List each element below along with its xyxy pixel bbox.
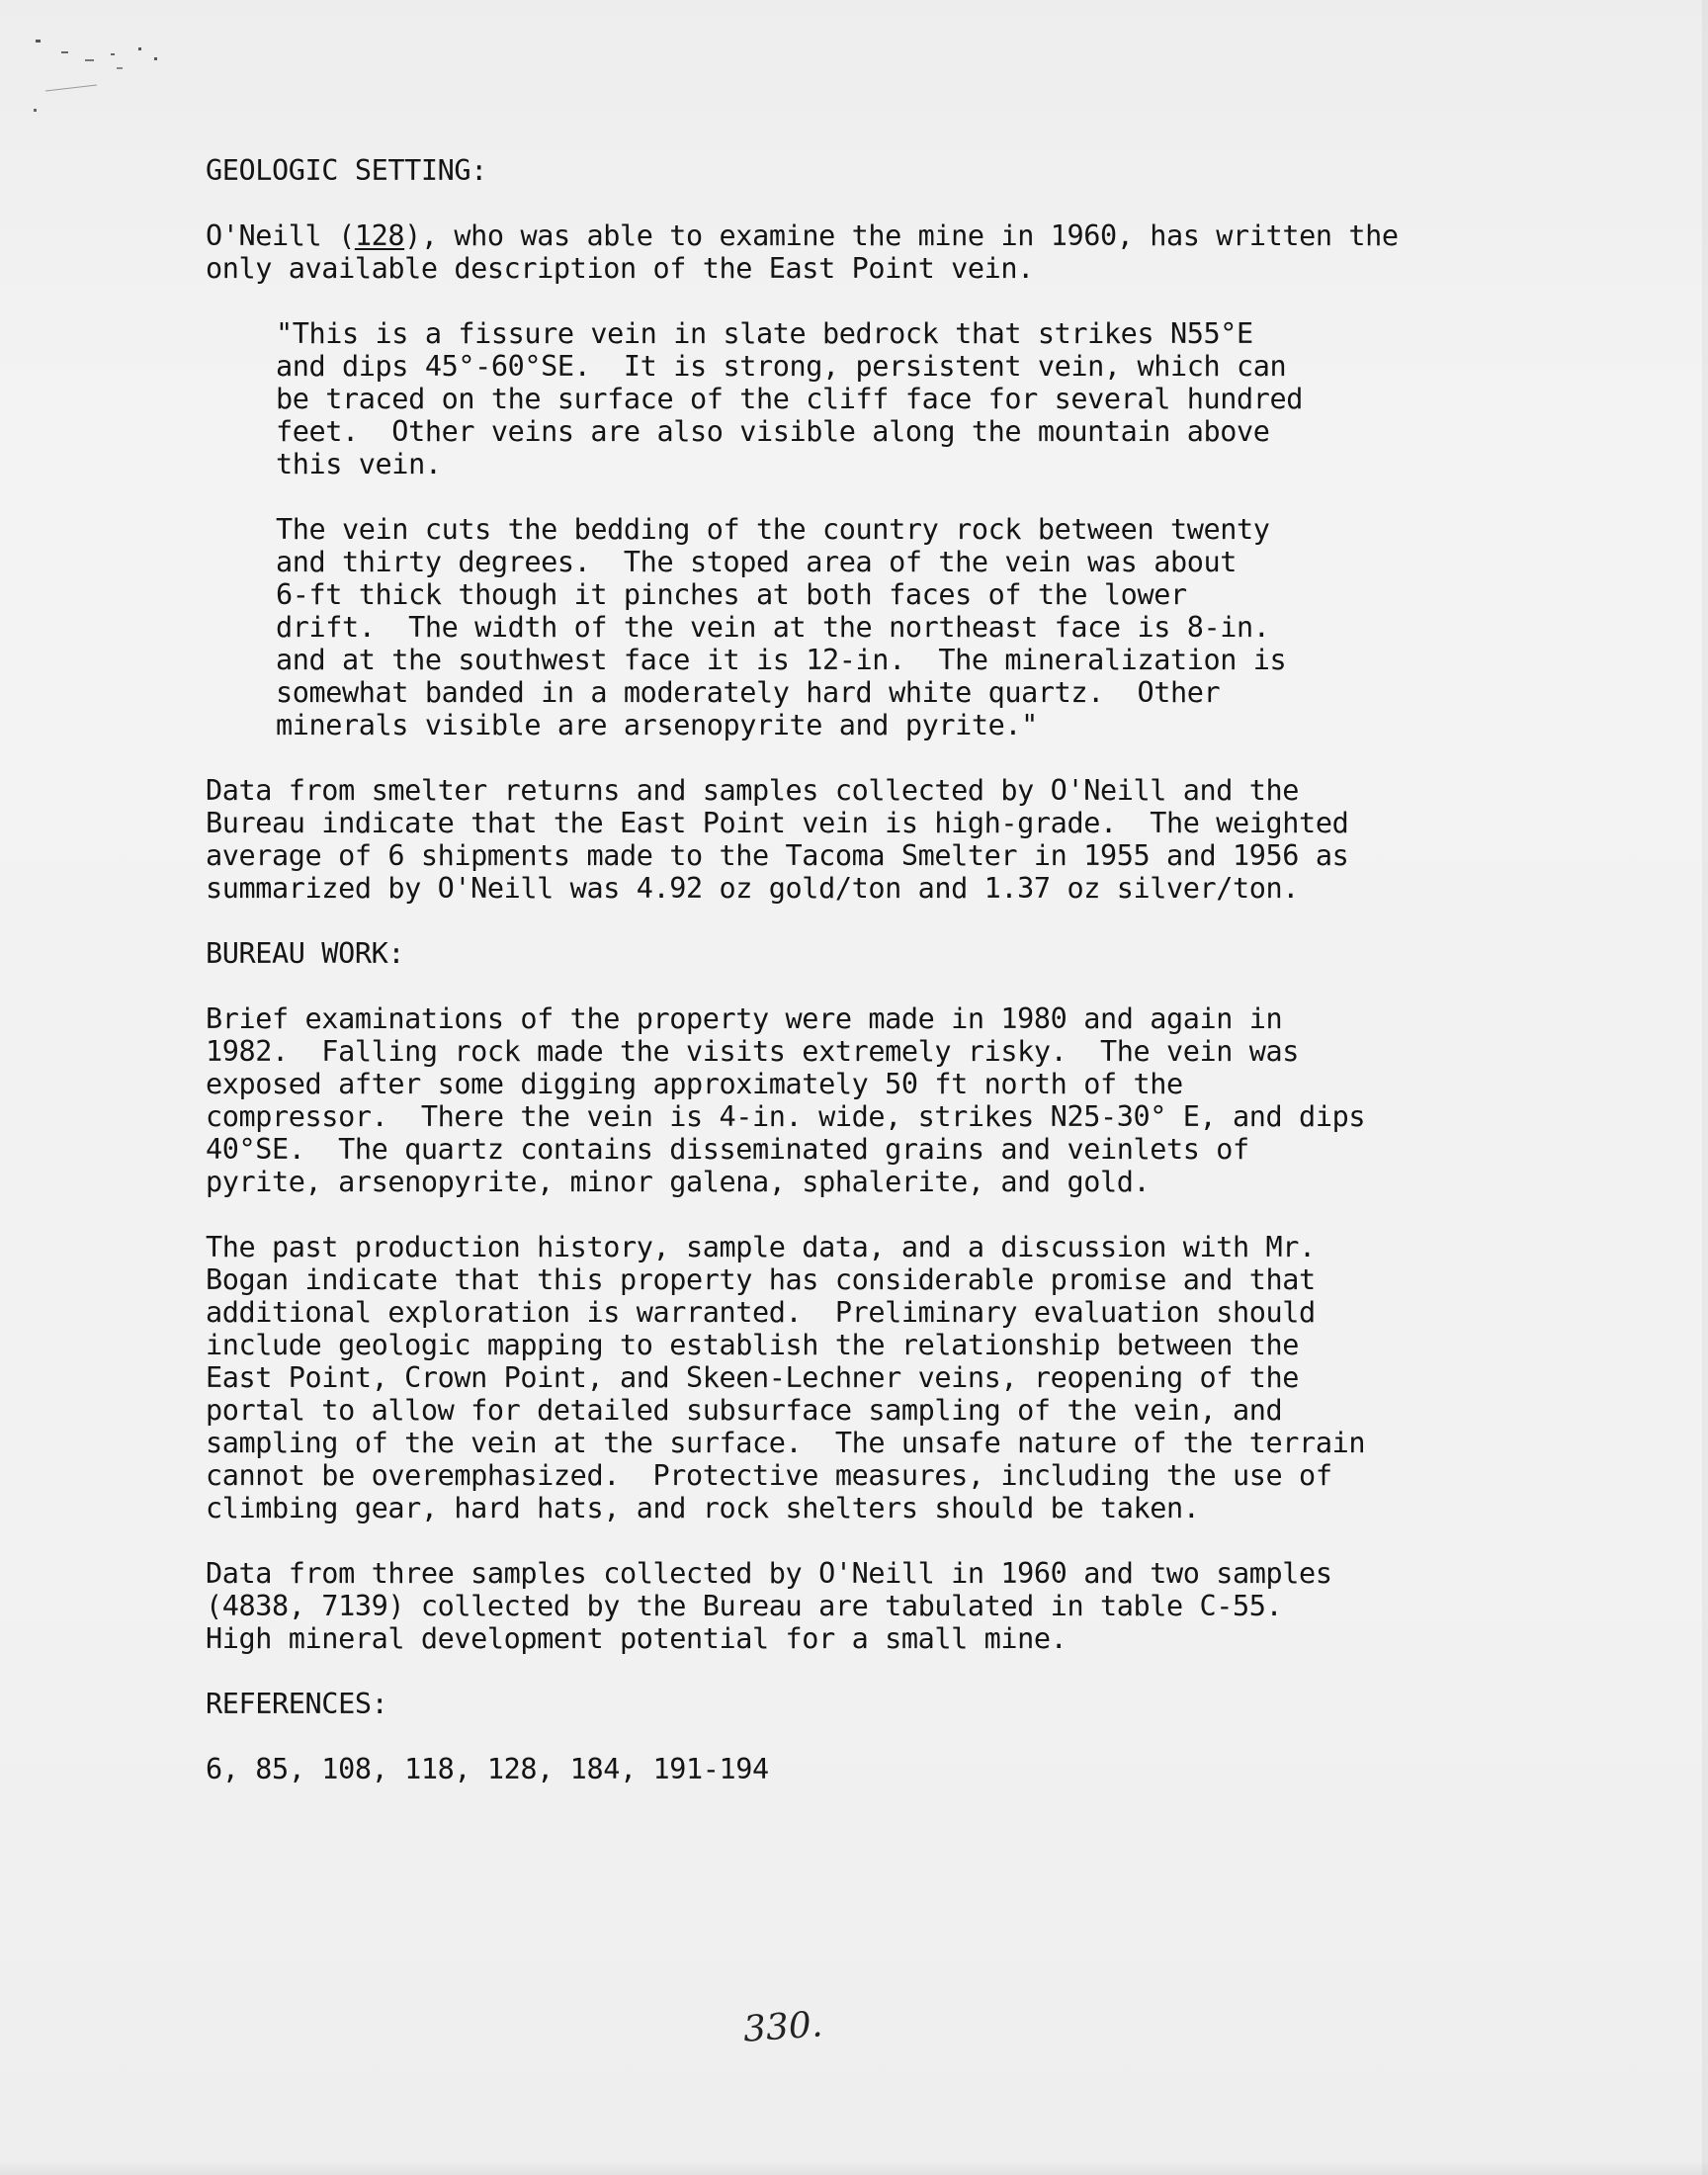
scan-edge-right [1702,0,1708,2175]
geologic-setting-intro [206,219,1441,285]
text-line: "This is a fissure vein in slate bedrock that strikes N55°E [276,317,1253,350]
text-line: pyrite, arsenopyrite, minor galena, sphalerite, and gold. [206,1166,1151,1198]
quote-paragraph-1 [276,317,1441,480]
text-line: exposed after some digging approximately 50 ft north of the [206,1068,1183,1100]
text-line: East Point, Crown Point, and Skeen-Lechner veins, reopening of the [206,1361,1300,1394]
intro-line-2: only available description of the East Point vein. [206,252,1034,285]
text-line: Brief examinations of the property were made in 1980 and again in [206,1002,1283,1035]
text-line: feet. Other veins are also visible along the mountain above [276,415,1270,448]
text-line: summarized by O'Neill was 4.92 oz gold/ton and 1.37 oz silver/ton. [206,872,1300,905]
text-line: 6-ft thick though it pinches at both faces of the lower [276,578,1187,611]
text-line: 1982. Falling rock made the visits extremely risky. The vein was [206,1035,1300,1068]
smelter-data-paragraph [206,774,1441,905]
geologic-setting-heading: GEOLOGIC SETTING: [206,154,487,187]
references-heading: REFERENCES: [206,1688,388,1720]
scan-edge-bottom [0,2161,1708,2175]
bureau-work-heading: BUREAU WORK: [206,937,405,970]
text-line: this vein. [276,448,442,480]
text-line: The vein cuts the bedding of the country rock between twenty [276,513,1270,546]
text-line: climbing gear, hard hats, and rock shelters should be taken. [206,1492,1200,1524]
text-line: Data from three samples collected by O'Neill in 1960 and two samples [206,1557,1332,1590]
text-line: The past production history, sample data, and a discussion with Mr. [206,1231,1316,1263]
text-line: cannot be overemphasized. Protective measures, including the use of [206,1459,1332,1492]
scan-specks [28,30,196,119]
text-line: average of 6 shipments made to the Tacoma Smelter in 1955 and 1956 as [206,839,1349,872]
document-body [206,154,1441,1818]
bureau-work-paragraph-1 [206,1002,1441,1198]
text-line: (4838, 7139) collected by the Bureau are tabulated in table C-55. [206,1590,1283,1622]
quote-paragraph-2 [276,513,1441,741]
page-number: 330. [741,2004,824,2050]
text-line: portal to allow for detailed subsurface sampling of the vein, and [206,1394,1283,1427]
text-line: sampling of the vein at the surface. The unsafe nature of the terrain [206,1427,1366,1459]
text-line: be traced on the surface of the cliff face for several hundred [276,383,1304,415]
text-line: somewhat banded in a moderately hard white quartz. Other [276,676,1221,709]
text-line: Bogan indicate that this property has considerable promise and that [206,1263,1316,1296]
text-line: additional exploration is warranted. Preliminary evaluation should [206,1296,1316,1329]
text-line: Data from smelter returns and samples collected by O'Neill and the [206,774,1300,807]
text-line: minerals visible are arsenopyrite and pyrite." [276,709,1038,741]
bureau-work-paragraph-3 [206,1557,1441,1655]
intro-line-1: O'Neill (128), who was able to examine the mine in 1960, has written the [206,219,1399,252]
text-line: and thirty degrees. The stoped area of the vein was about [276,546,1237,578]
text-line: High mineral development potential for a small mine. [206,1622,1068,1655]
text-line: and dips 45°-60°SE. It is strong, persistent vein, which can [276,350,1287,383]
text-line: 40°SE. The quartz contains disseminated grains and veinlets of [206,1133,1249,1166]
text-line: drift. The width of the vein at the northeast face is 8-in. [276,611,1270,644]
reference-128-link: 128 [354,219,405,252]
text-line: compressor. There the vein is 4-in. wide, strikes N25-30° E, and dips [206,1100,1366,1133]
text-line: and at the southwest face it is 12-in. The mineralization is [276,644,1287,676]
text-line: include geologic mapping to establish the relationship between the [206,1329,1300,1361]
references-list: 6, 85, 108, 118, 128, 184, 191-194 [206,1753,769,1785]
bureau-work-paragraph-2 [206,1231,1441,1524]
text-line: Bureau indicate that the East Point vein is high-grade. The weighted [206,807,1349,839]
